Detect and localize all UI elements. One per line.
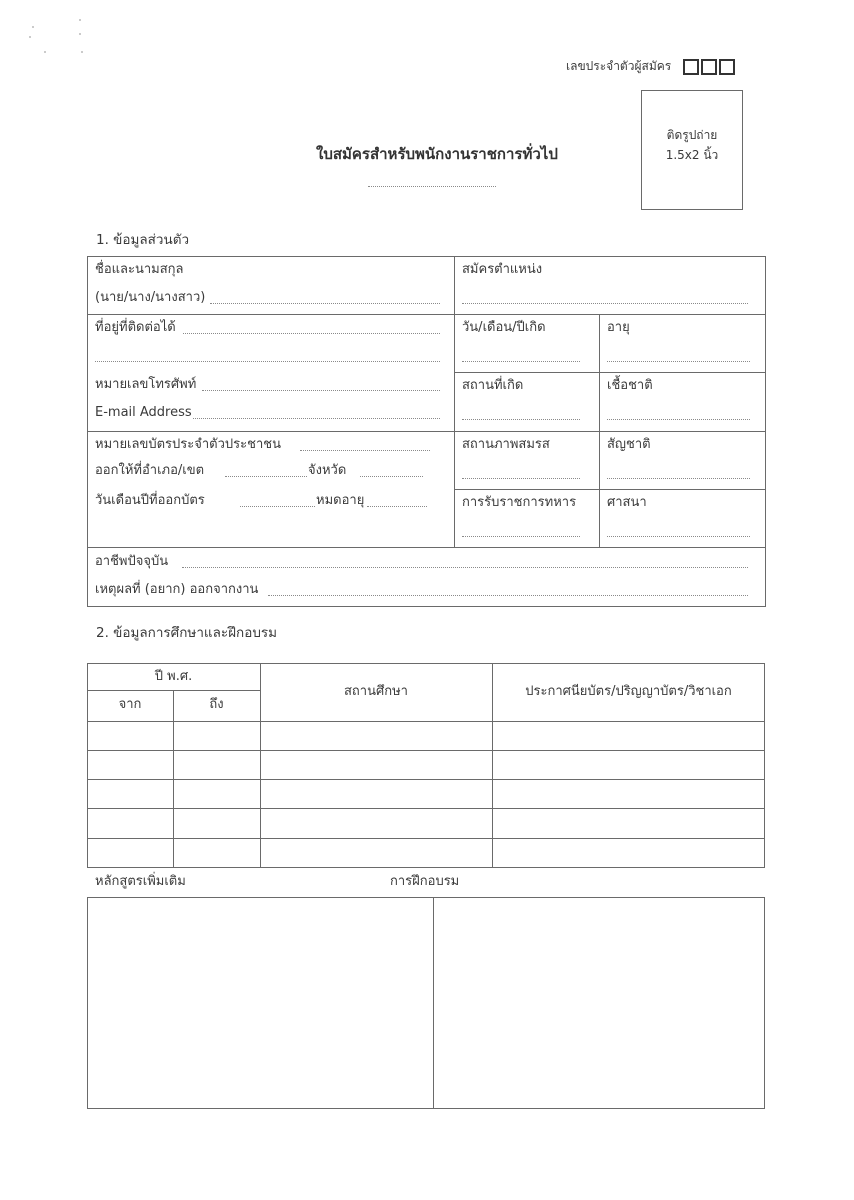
issued-district-label: ออกให้ที่อำเภอ/เขต (95, 463, 205, 478)
divider (454, 372, 766, 373)
scan-artifact (44, 51, 46, 53)
training-label: การฝึกอบรม (390, 874, 460, 889)
divider (454, 489, 766, 490)
from-header: จาก (118, 697, 142, 712)
birthdate-field[interactable] (462, 361, 580, 362)
leave-reason-label: เหตุผลที่ (อยาก) ออกจากงาน (95, 582, 259, 597)
scan-artifact (29, 36, 31, 38)
institution-header: สถานศึกษา (344, 684, 408, 699)
table-row (87, 838, 765, 839)
name-label: ชื่อและนามสกุล (95, 262, 184, 277)
table-row (87, 808, 765, 809)
divider (454, 256, 455, 547)
applicant-id-box-2[interactable] (701, 59, 717, 75)
scan-artifact (79, 33, 81, 35)
photo-box-label: ติดรูปถ่าย (666, 128, 718, 142)
divider (599, 314, 600, 547)
divider (87, 547, 766, 548)
phone-label: หมายเลขโทรศัพท์ (95, 377, 197, 392)
issue-date-label: วันเดือนปีที่ออกบัตร (95, 493, 205, 508)
name-prefix: (นาย/นาง/นางสาว) (95, 290, 206, 305)
marital-status-label: สถานภาพสมรส (462, 437, 550, 452)
email-label: E-mail Address (95, 405, 192, 420)
degree-header: ประกาศนียบัตร/ปริญญาบัตร/วิชาเอก (525, 684, 732, 699)
email-field[interactable] (193, 418, 440, 419)
marital-status-field[interactable] (462, 478, 580, 479)
address-field-2[interactable] (95, 361, 440, 362)
scan-artifact (81, 51, 83, 53)
section-2-heading: 2. ข้อมูลการศึกษาและฝึกอบรม (96, 625, 278, 641)
photo-size-label: 1.5x2 นิ้ว (665, 148, 719, 162)
issued-district-field[interactable] (225, 476, 307, 477)
form-title: ใบสมัครสำหรับพนักงานราชการทั่วไป (316, 145, 558, 163)
id-card-field[interactable] (300, 450, 430, 451)
section-1-heading: 1. ข้อมูลส่วนตัว (96, 232, 190, 248)
nationality-field[interactable] (607, 478, 750, 479)
address-field-1[interactable] (183, 333, 440, 334)
applicant-id-box-3[interactable] (719, 59, 735, 75)
age-label: อายุ (607, 320, 630, 335)
divider (87, 431, 766, 432)
occupation-field[interactable] (182, 567, 748, 568)
position-field[interactable] (462, 303, 748, 304)
table-row (87, 779, 765, 780)
extra-courses-field[interactable] (89, 899, 432, 1107)
birthplace-label: สถานที่เกิด (462, 378, 524, 393)
name-field[interactable] (210, 303, 440, 304)
expiry-field[interactable] (367, 506, 427, 507)
religion-field[interactable] (607, 536, 750, 537)
military-service-label: การรับราชการทหาร (462, 495, 577, 510)
year-header: ปี พ.ศ. (154, 669, 193, 684)
province-label: จังหวัด (308, 463, 347, 478)
birthdate-label: วัน/เดือน/ปีเกิด (462, 320, 546, 335)
divider (87, 314, 766, 315)
birthplace-field[interactable] (462, 419, 580, 420)
table-row (87, 750, 765, 751)
applicant-id-label: เลขประจำตัวผู้สมัคร (566, 59, 672, 73)
applicant-id (566, 58, 735, 75)
phone-field[interactable] (202, 390, 440, 391)
address-label: ที่อยู่ที่ติดต่อได้ (95, 320, 176, 335)
id-card-label: หมายเลขบัตรประจำตัวประชาชน (95, 437, 281, 452)
leave-reason-field[interactable] (268, 595, 748, 596)
scan-artifact (79, 19, 81, 21)
occupation-label: อาชีพปัจจุบัน (95, 554, 169, 569)
religion-label: ศาสนา (607, 495, 647, 510)
province-field[interactable] (360, 476, 423, 477)
title-fill-line[interactable] (368, 186, 496, 187)
military-service-field[interactable] (462, 536, 580, 537)
extra-courses-label: หลักสูตรเพิ่มเติม (95, 874, 186, 889)
training-field[interactable] (435, 899, 763, 1107)
ethnicity-label: เชื้อชาติ (607, 378, 653, 393)
to-header: ถึง (209, 697, 224, 712)
applicant-id-box-1[interactable] (683, 59, 699, 75)
nationality-label: สัญชาติ (607, 437, 651, 452)
ethnicity-field[interactable] (607, 419, 750, 420)
expiry-label: หมดอายุ (316, 493, 365, 508)
position-label: สมัครตำแหน่ง (462, 262, 543, 277)
divider (173, 690, 174, 868)
issue-date-field[interactable] (240, 506, 315, 507)
divider (87, 721, 765, 722)
photo-box[interactable] (641, 90, 743, 210)
divider (433, 897, 434, 1109)
age-field[interactable] (607, 361, 750, 362)
scan-artifact (32, 26, 34, 28)
